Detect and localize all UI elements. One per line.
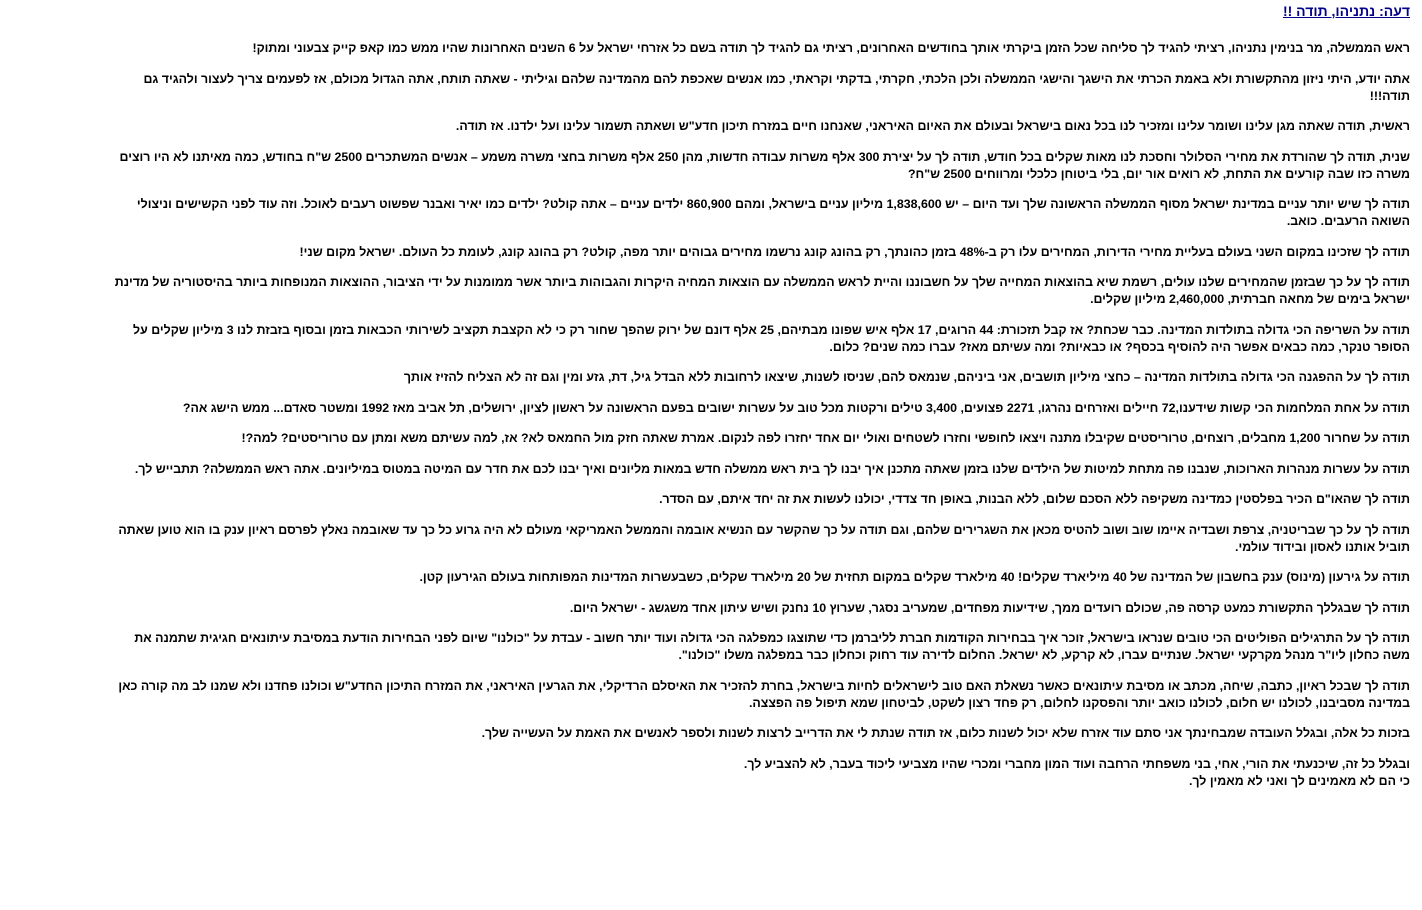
paragraph: תודה לך על ההפגנה הכי גדולה בתולדות המדינה – כחצי מיליון תושבים, אני ביניהם, שנמאס להם, שניסו לשנות, שיצאו לרחובות ללא הבדל גיל, דת, גזע ומין וגם זה לא הצליח להזיז אותך [403,370,1410,384]
paragraph: תודה על השריפה הכי גדולה בתולדות המדינה. כבר שכחת? אז קבל תזכורת: 44 הרוגים, 17 אלף איש שפונו מבתיהם, 25 אלף דונם של ירוק שהפך שחור רק כי לא הקצבת תקציב לשירותי הכבאות בזמן ובסוף בזבזת לנו 3 מיליון שקלים על הסופר טנקר, כמה כבאים אפשר היה להוסיף בכסף? או כבאיות? ומה עשיתם מאז? עברו כמה שנים? כלום. [133,322,1410,354]
paragraph: ראשית, תודה שאתה מגן עלינו ושומר עלינו ומזכיר לנו בכל נאום בישראל ובעולם את האיום האיראני, שאנחנו חיים במזרח תיכון חדע"ש ושאתה תשמור עלינו ועל ילדנו. אז תודה. [455,119,1410,133]
paragraph: תודה על שחרור 1,200 מחבלים, רוצחים, טרוריסטים שקיבלו מתנה ויצאו לחופשי וחזרו לשטחים ואולי יום אחד יחזרו לפה לנקום. אמרת שאתה חזק מול החמאס לא? אז, למה עשיתם משא ומתן עם טרוריסטים? למה?! [241,431,1410,445]
closing-line-1: ובגלל כל זה, שיכנעתי את הורי, אחי, בני משפחתי הרחבה ועוד המון מחברי ומכרי שהיו מצביעי ליכוד בעבר, לא להצביע לך. [743,756,1410,771]
paragraph: תודה על גירעון (מינוס) ענק בחשבון של המדינה של 40 מיליארד שקלים! 40 מילארד שקלים במקום תחזית של 20 מילארד שקלים, כשבעשרות המדינות המפותחות בעולם הגירעון קטן. [419,570,1410,584]
paragraph: תודה לך שיש יותר עניים במדינת ישראל מסוף הממשלה הראשונה שלך ועד היום – יש 1,838,600 מיליון עניים בישראל, ומהם 860,900 ילדים עניים – אתה קולט? ילדים כמו יאיר ואבנר שפשוט רעבים לאוכל. וזה עוד לפני הקשישים וניצולי השואה הרעבים. כואב. [136,197,1410,228]
paragraph: ראש הממשלה, מר בנימין נתניהו, רציתי להגיד לך סליחה שכל הזמן ביקרתי אותך בחודשים האחרונים, רציתי גם להגיד לך תודה בשם כל אזרחי ישראל על 6 השנים האחרונות שהיו ממש כמו קאפ קייק צבעוני ומתוק! [252,41,1410,55]
paragraph: תודה על עשרות מנהרות הארוכות, שנבנו פה מתחת למיטות של הילדים שלנו בזמן שאתה מתכנן איך יבנו לך בית ראש ממשלה חדש במאות מליונים ואיך יבנו לכם את חדר עם המיטה במטוס במיליונים. אתה ראש הממשלה? תתבייש לך. [134,461,1410,476]
paragraph: שנית, תודה לך שהורדת את מחירי הסלולר וחסכת לנו מאות שקלים בכל חודש, תודה לך על יצירת 300 אלף משרות עבודה חדשות, מהן 250 אלף משרות בחצי משרה משמע – אנשים המשתכרים 2500 ש"ח בחודש, כמה מאיתנו לא היו רוצים משרה כזו שבה קורעים את התחת, לא רואים אור יום, בלי ביטוחן כלכלי ומרווחים 2500 ש"ח? [119,149,1410,181]
paragraph: תודה לך שזכינו במקום השני בעולם בעליית מחירי הדירות, המחירים עלו רק ב-48% בזמן כהונתך, רק בהונג קונג נרשמו מחירים גבוהים יותר מפה, קולט? רק בהונג קונג, לעומת כל העולם. ישראל מקום שני! [299,244,1410,259]
paragraph: תודה לך שבכל ראיון, כתבה, שיחה, מכתב או מסיבת עיתונאים כאשר נשאלת האם טוב לישראלים לחיות בישראל, בחרת להזכיר את האיסלם הרדיקלי, את הגרעין האיראני, את המזרח התיכון החדע"ש וכולנו פחדנו ולא שמנו לב מה קורה כאן במדינה מסביבנו, לכולנו יש חלום, לכולנו כואב יותר והפסקנו לחלום, רק פחד רצון לשקט, לביטחון שמא תיפול פה הפצצה. [118,678,1410,710]
closing-line-2: כי הם לא מאמינים לך ואני לא מאמין לך. [1188,773,1410,788]
closing-paragraph [110,756,1410,790]
article-body [110,40,1410,790]
paragraph: תודה לך שבגללך התקשורת כמעט קרסה פה, שכולם רועדים ממך, שידיעות מפחדים, שמעריב נסגר, שערוץ 10 נחנק ושיש עיתון אחד משגשג - ישראל היום. [569,600,1410,615]
article-title-link[interactable]: דעה: נתניהו, תודה !! [1282,3,1410,19]
paragraph: בזכות כל אלה, ובגלל העובדה שמבחינתך אני סתם עוד אזרח שלא יכול לשנות כלום, אז תודה שנתת לי את הדרייב לרצות לשנות ולספר לאנשים את האמת על העשייה שלך. [481,726,1410,740]
paragraph: תודה לך על כך שבריטניה, צרפת ושבדיה איימו שוב ושוב להטיס מכאן את השגרירים שלהם, וגם תודה על כך שהקשר עם הנשיא אובמה והממשל האמריקאי מעולם לא היה גרוע כל כך עד שאובמה נאלץ לפרסם ראיון ענק בו הוא טוען שאתה תוביל אותנו לאסון ובידוד עולמי. [118,522,1410,554]
paragraph: תודה לך שהאו"ם הכיר בפלסטין כמדינה משקיפה ללא הסכם שלום, ללא הבנות, באופן חד צדדי, יכולנו לעשות את זה יחד איתם, עם הסדר. [659,492,1410,506]
paragraph: תודה לך על כך שבזמן שהמחירים שלנו עולים, רשמת שיא בהוצאות המחייה שלך על חשבוננו והיית לראש הממשלה עם הוצאות המחיה היקרות והגבוהות ביותר אשר ממומנות על ידי הציבור, ההוצאות המנופחות ביותר בהיסטוריה של מדינת ישראל בימים של מחאה חברתית, 2,460,000 מיליון שקלים. [114,275,1410,306]
paragraph: תודה לך על התרגילים הפוליטים הכי טובים שנראו בישראל, זוכר איך בבחירות הקודמות חברת לליברמן כדי שתוצגו כמפלגה הכי גדולה ועוד יותר חשוב - עבדת על "כולנו" שיום לפני הבחירות הודעת במסיבת עיתונאים חגיגית שתמנה את משה כחלון ליו"ר מנהל מקרקעי ישראל. שנתיים עברו, לא קרקע, לא ישראל. החלום לדירה עוד רחוק וכחלון כבר במפלגה משלו "כולנו". [134,631,1410,662]
paragraph: אתה יודע, היתי ניזון מהתקשורת ולא באמת הכרתי את הישגך והישגי הממשלה ולכן הלכתי, חקרתי, בדקתי וקראתי, כמו אנשים שאכפת להם מהמדינה שלהם וגיליתי - שאתה תותח, אתה הגדול מכולם, אז לפעמים צריך לעצור ולהגיד גם תודה!!! [143,71,1410,103]
paragraph: תודה על אחת המלחמות הכי קשות שידענו,72 חיילים ואזרחים נהרגו, 2271 פצועים, 3,400 טילים ורקטות מכל טוב על עשרות ישובים בפעם הראשונה על ראשון לציון, ירושלים, תל אביב מאז 1992 ומשטר סאדם... ממש הישג אה? [182,400,1410,415]
